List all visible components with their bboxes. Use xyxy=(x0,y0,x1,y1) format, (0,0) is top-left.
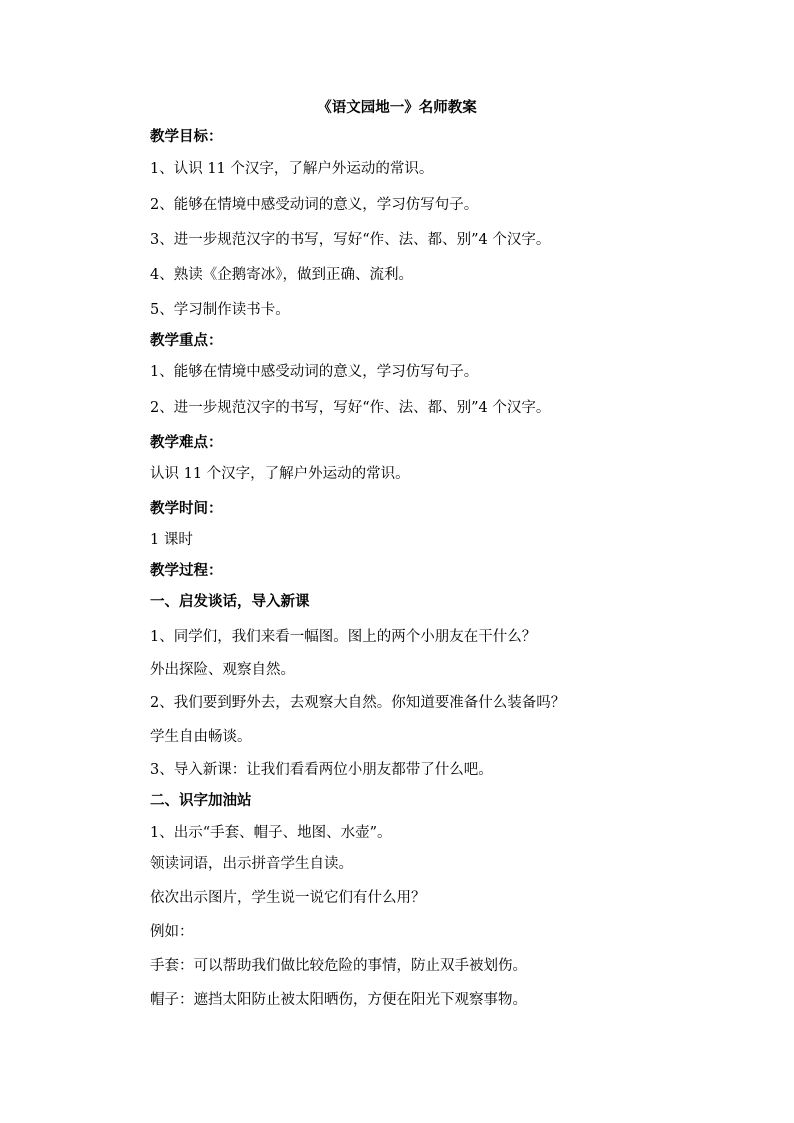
process-item-1: 1、同学们，我们来看一幅图。图上的两个小朋友在干什么？ xyxy=(150,629,537,645)
process-item-2: 2、我们要到野外去，去观察大自然。你知道要准备什么装备吗？ xyxy=(150,695,566,711)
heading-process: 教学过程： xyxy=(150,562,223,579)
objective-item-4: 4、熟读《企鹅寄冰》，做到正确、流利。 xyxy=(150,267,413,283)
example-hat: 帽子：遮挡太阳防止被太阳晒伤，方便在阳光下观察事物。 xyxy=(150,992,527,1008)
process-item-3: 3、导入新课：让我们看看两位小朋友都带了什么吧。 xyxy=(150,762,493,778)
key-point-item-2: 2、进一步规范汉字的书写，写好“作、法、都、别”4 个汉字。 xyxy=(150,400,551,416)
literacy-instruction-2: 依次出示图片，学生说一说它们有什么用？ xyxy=(150,890,426,906)
example-label: 例如： xyxy=(150,924,194,940)
heading-time: 教学时间： xyxy=(150,500,223,517)
objective-item-1: 1、认识 11 个汉字，了解户外运动的常识。 xyxy=(150,161,434,177)
heading-objectives: 教学目标： xyxy=(150,128,223,145)
time-value: 1 课时 xyxy=(150,532,193,548)
objective-item-2: 2、能够在情境中感受动词的意义，学习仿写句子。 xyxy=(150,197,479,213)
section-heading-2: 二、识字加油站 xyxy=(150,792,252,809)
document-title: 《语文园地一》名师教案 xyxy=(317,99,477,116)
literacy-item-1: 1、出示“手套、帽子、地图、水壶”。 xyxy=(150,825,392,841)
section-heading-1: 一、启发谈话，导入新课 xyxy=(150,593,310,610)
process-answer-1: 外出探险、观察自然。 xyxy=(150,662,295,678)
objective-item-5: 5、学习制作读书卡。 xyxy=(150,302,290,318)
process-answer-2: 学生自由畅谈。 xyxy=(150,729,252,745)
literacy-instruction-1: 领读词语，出示拼音学生自读。 xyxy=(150,856,353,872)
heading-key-points: 教学重点： xyxy=(150,332,223,349)
example-gloves: 手套：可以帮助我们做比较危险的事情，防止双手被划伤。 xyxy=(150,958,527,974)
key-point-item-1: 1、能够在情境中感受动词的意义，学习仿写句子。 xyxy=(150,364,479,380)
difficulty-item: 认识 11 个汉字，了解户外运动的常识。 xyxy=(150,466,410,482)
objective-item-3: 3、进一步规范汉字的书写，写好“作、法、都、别”4 个汉字。 xyxy=(150,232,551,248)
heading-difficulties: 教学难点： xyxy=(150,434,223,451)
